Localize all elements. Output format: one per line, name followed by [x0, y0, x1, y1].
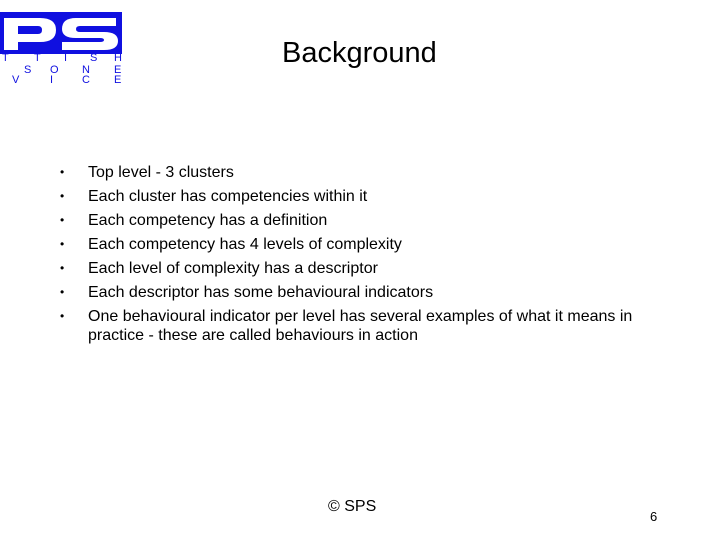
- bullet-text: One behavioural indicator per level has several examples of what it means in practice - these are called behaviours in action: [88, 308, 633, 344]
- bullet-item: [58, 160, 668, 184]
- bullet-icon: •: [60, 261, 65, 275]
- copyright-notice: © SPS: [328, 498, 377, 515]
- bullet-item: [58, 280, 668, 304]
- logo-letter: S: [90, 52, 98, 64]
- bullet-text: Each competency has 4 levels of complexity: [88, 236, 402, 253]
- bullet-icon: •: [60, 213, 65, 227]
- bullet-item: [58, 232, 668, 256]
- logo-letter: T: [2, 52, 9, 64]
- logo-ps-letters: [0, 12, 122, 54]
- bullet-item: [58, 256, 668, 280]
- page-number: 6: [650, 509, 658, 524]
- bullet-item: [58, 208, 668, 232]
- bullet-item: [58, 304, 668, 347]
- bullet-item: [58, 184, 668, 208]
- company-logo: [0, 8, 130, 86]
- slide-title: Background: [282, 37, 437, 69]
- bullet-text: Top level - 3 clusters: [88, 164, 234, 181]
- logo-letter: O: [50, 64, 59, 76]
- bullet-text: Each descriptor has some behavioural indicators: [88, 284, 434, 301]
- bullet-icon: •: [60, 309, 65, 323]
- logo-letter: I: [64, 52, 68, 64]
- bullet-list: [58, 160, 668, 347]
- logo-letter: C: [82, 74, 90, 86]
- bullet-text: Each level of complexity has a descriptor: [88, 260, 378, 277]
- logo-letter: T: [34, 52, 41, 64]
- bullet-icon: •: [60, 189, 65, 203]
- bullet-icon: •: [60, 237, 65, 251]
- logo-letter: V: [12, 74, 20, 86]
- logo-letter: I: [50, 74, 54, 86]
- logo-letter: E: [114, 74, 122, 86]
- logo-row-3: [0, 74, 130, 88]
- logo-letter: S: [24, 64, 32, 76]
- logo-letter: H: [114, 52, 122, 64]
- bullet-icon: •: [60, 285, 65, 299]
- bullet-icon: •: [60, 165, 65, 179]
- logo-letter: E: [114, 64, 122, 76]
- logo-letter: N: [82, 64, 90, 76]
- bullet-text: Each cluster has competencies within it: [88, 188, 368, 205]
- logo-mark: [0, 12, 122, 54]
- bullet-text: Each competency has a definition: [88, 212, 328, 229]
